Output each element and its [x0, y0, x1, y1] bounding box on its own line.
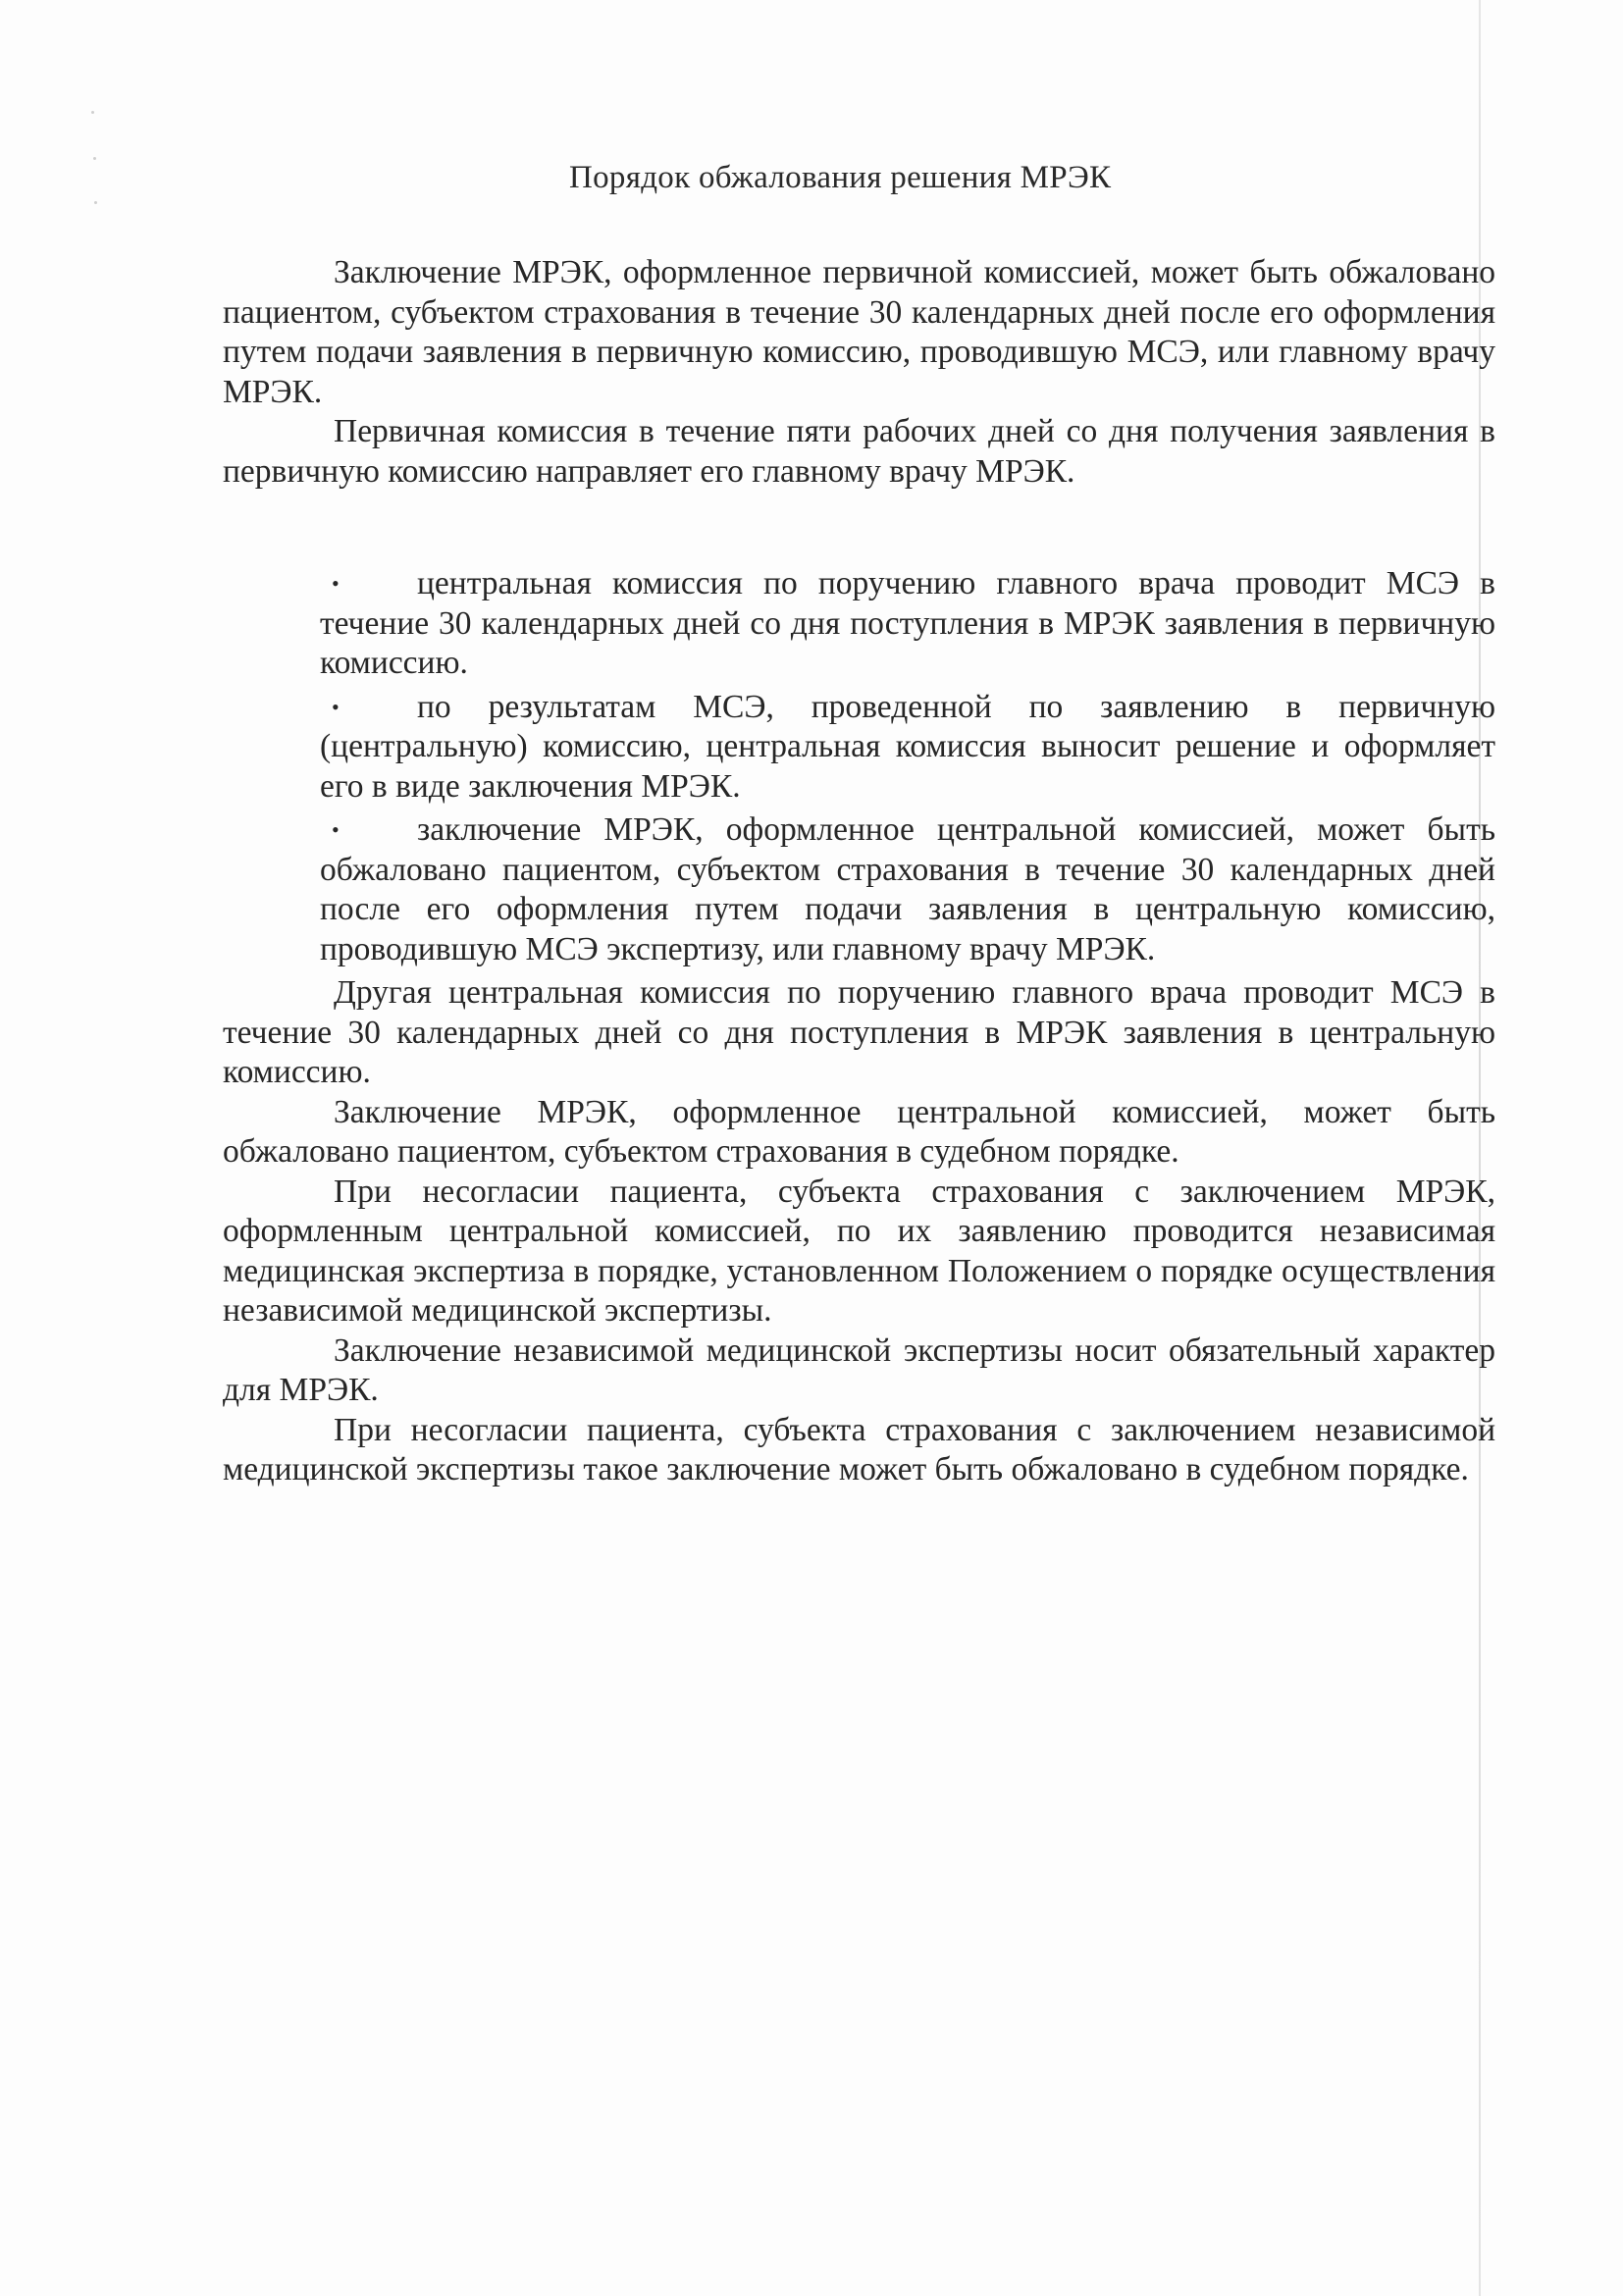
paragraph: При несогласии пациента, субъекта страхования с заключением МРЭК, оформленным центральной комиссией, по их заявлению проводится независимая медицинская экспертиза в порядке, установленном Положением о порядке осуществления независимой медицинской экспертизы.	[223, 1173, 1495, 1329]
paragraph: При несогласии пациента, субъекта страхования с заключением независимой медицинской экспертизы такое заключение может быть обжаловано в судебном порядке.	[223, 1411, 1495, 1487]
spacer	[223, 492, 1495, 564]
paragraph: Другая центральная комиссия по поручению главного врача проводит МСЭ в течение 30 календарных дней со дня поступления в МРЭК заявления в центральную комиссию.	[223, 974, 1495, 1090]
bullet-icon: •	[332, 571, 340, 596]
document-title: Порядок обжалования решения МРЭК	[569, 160, 1112, 195]
bullet-text: по результатам МСЭ, проведенной по заявлению в первичную (центральную) комиссию, центральная комиссия выносит решение и оформляет его в виде заключения МРЭК.	[320, 688, 1495, 805]
paragraph: Заключение независимой медицинской экспертизы носит обязательный характер для МРЭК.	[223, 1331, 1495, 1408]
bullet-icon: •	[332, 817, 340, 842]
scan-speck	[91, 111, 94, 114]
document-body	[223, 253, 1495, 1490]
scan-speck	[94, 201, 97, 204]
bullet-item	[223, 688, 1495, 808]
paragraph: Заключение МРЭК, оформленное центральной комиссией, может быть обжаловано пациентом, субъектом страхования в судебном порядке.	[223, 1093, 1495, 1170]
bullet-item	[223, 564, 1495, 684]
bullet-icon: •	[332, 694, 340, 719]
paragraph: Заключение МРЭК, оформленное первичной комиссией, может быть обжаловано пациентом, субъектом страхования в течение 30 календарных дней после его оформления путем подачи заявления в первичную комиссию, проводившую МСЭ, или главному врачу МРЭК.	[223, 254, 1495, 410]
paragraph: Первичная комиссия в течение пяти рабочих дней со дня получения заявления в первичную комиссию направляет его главному врачу МРЭК.	[223, 413, 1495, 490]
bullet-list	[223, 564, 1495, 969]
bullet-text: заключение МРЭК, оформленное центральной комиссией, может быть обжаловано пациентом, субъектом страхования в течение 30 календарных дней после его оформления путем подачи заявления в центральную комиссию, проводившую МСЭ экспертизу, или главному врачу МРЭК.	[320, 811, 1495, 967]
bullet-item	[223, 810, 1495, 969]
bullet-text: центральная комиссия по поручению главного врача проводит МСЭ в течение 30 календарных дней со дня поступления в МРЭК заявления в первичную комиссию.	[320, 565, 1495, 681]
